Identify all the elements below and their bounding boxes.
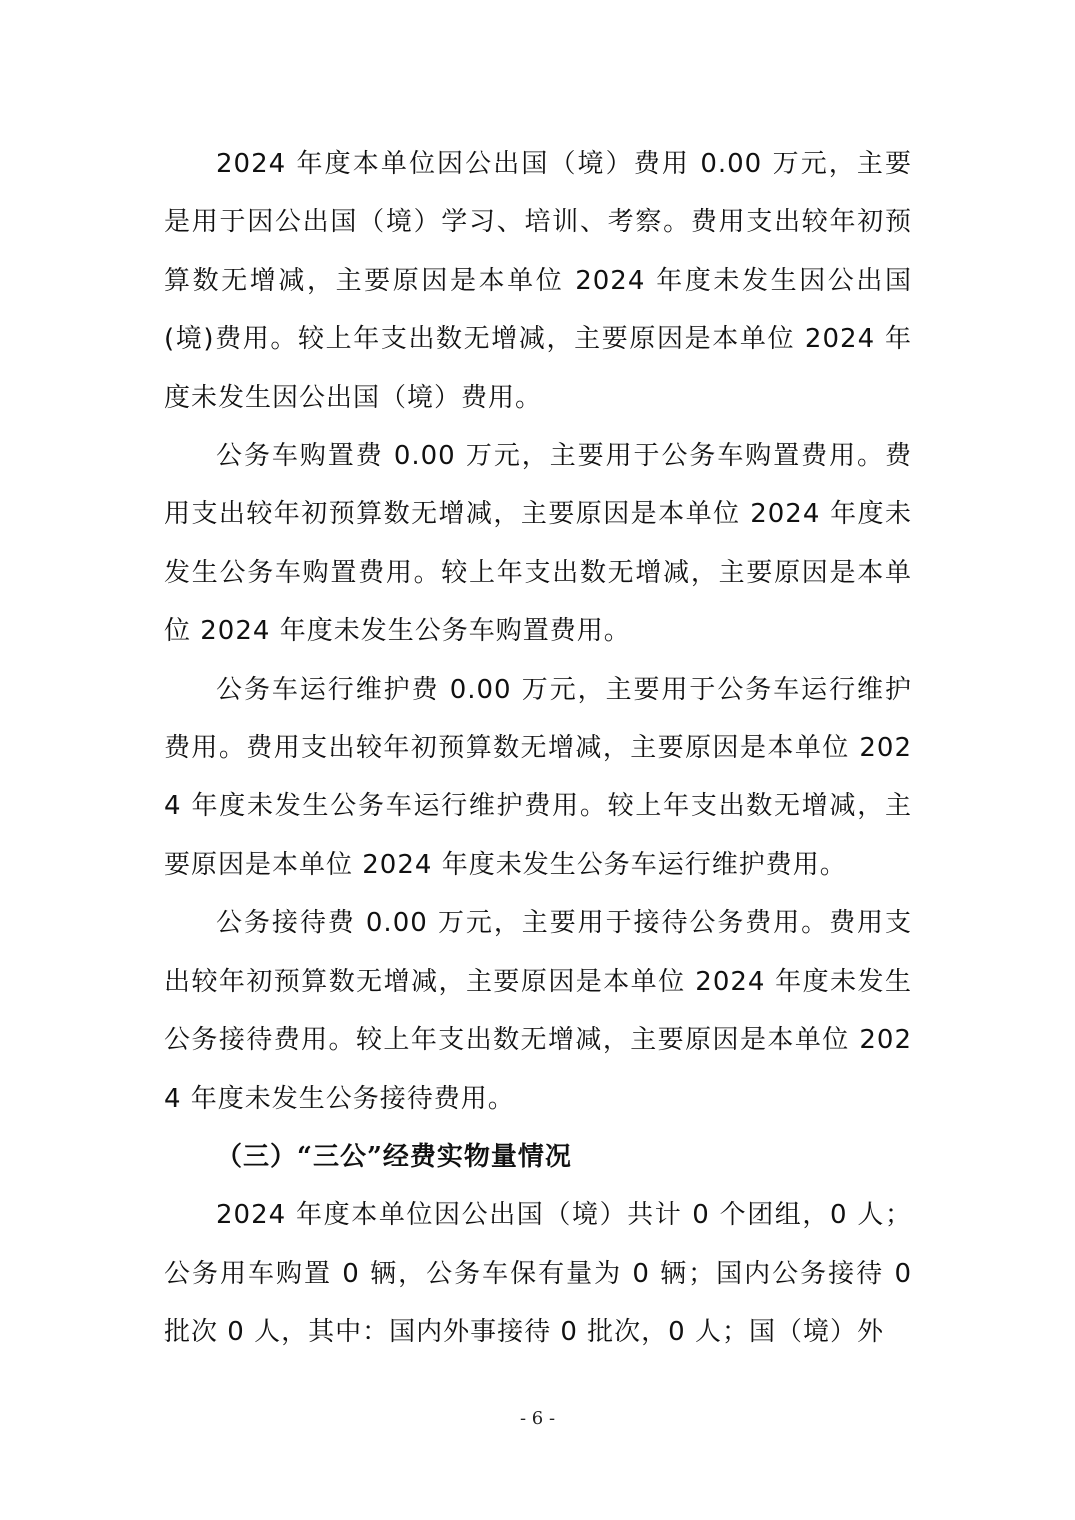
paragraph-vehicle-purchase: 公务车购置费 0.00 万元，主要用于公务车购置费用。费用支出较年初预算数无增减，主要原因是本单位 2024 年度未发生公务车购置费用。较上年支出数无增减，主要原因是本单位 2024 年度未发生公务车购置费用。 — [164, 441, 912, 647]
section-heading: （三）“三公”经费实物量情况 — [216, 1141, 572, 1172]
paragraph-official-reception: 公务接待费 0.00 万元，主要用于接待公务费用。费用支出较年初预算数无增减，主要原因是本单位 2024 年度未发生公务接待费用。较上年支出数无增减，主要原因是本单位 2024 年度未发生公务接待费用。 — [164, 908, 912, 1114]
paragraph-vehicle-maintenance: 公务车运行维护费 0.00 万元，主要用于公务车运行维护费用。费用支出较年初预算数无增减，主要原因是本单位 2024 年度未发生公务车运行维护费用。较上年支出数无增减，主要原因是本单位 2024 年度未发生公务车运行维护费用。 — [164, 674, 912, 880]
document-body — [164, 135, 912, 1362]
paragraph-overseas-travel: 2024 年度本单位因公出国（境）费用 0.00 万元，主要是用于因公出国（境）学习、培训、考察。费用支出较年初预算数无增减，主要原因是本单位 2024 年度未发生因公出国(境)费用。较上年支出数无增减，主要原因是本单位 2024 年度未发生因公出国（境）费用。 — [164, 149, 912, 413]
paragraph-physical-quantity: 2024 年度本单位因公出国（境）共计 0 个团组，0 人；公务用车购置 0 辆，公务车保有量为 0 辆；国内公务接待 0 批次 0 人，其中：国内外事接待 0 批次，0 人；国（境）外 — [164, 1200, 912, 1348]
page-number: - 6 - — [519, 1408, 556, 1429]
